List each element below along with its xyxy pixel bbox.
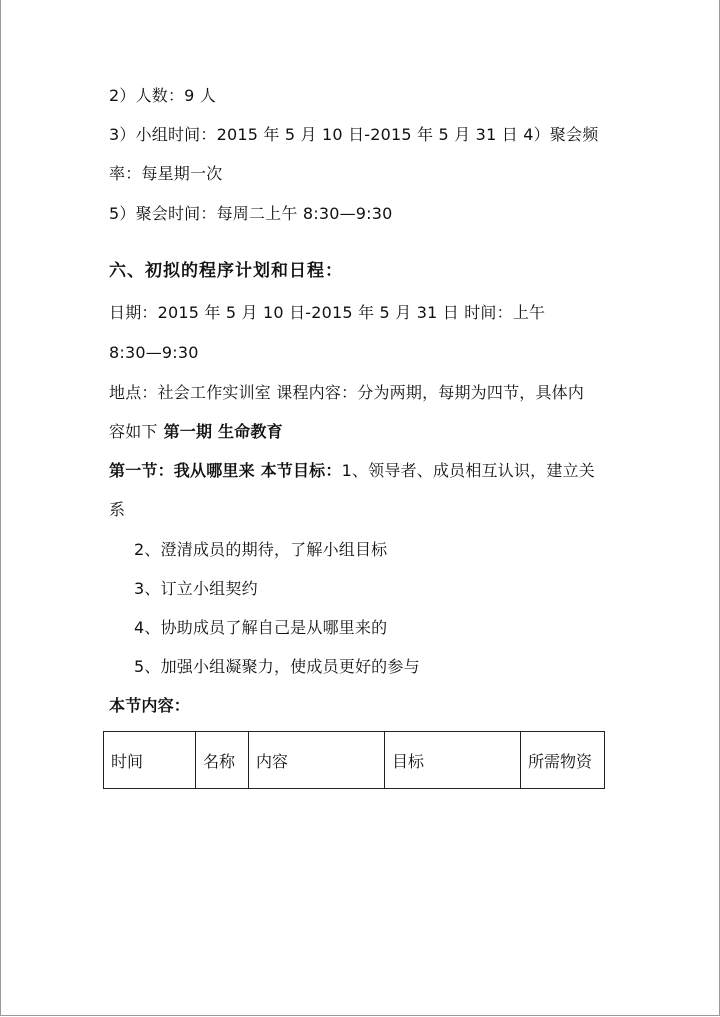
meeting-time-line: 5）聚会时间：每周二上午 8:30—9:30 (109, 204, 393, 223)
content-intro-text: 容如下 (109, 422, 158, 441)
group-size-line: 2）人数：9 人 (109, 86, 217, 105)
header-goal: 目标 (385, 732, 521, 789)
goal-1-continued: 系 (109, 500, 126, 519)
session-one-line (109, 460, 595, 482)
location-line: 地点：社会工作实训室 课程内容：分为两期，每期为四节，具体内 (109, 383, 585, 402)
date-line: 日期：2015 年 5 月 10 日-2015 年 5 月 31 日 时间：上午 (109, 303, 546, 322)
header-time: 时间 (104, 732, 196, 789)
session-one-title: 第一节：我从哪里来 本节目标： (109, 461, 342, 480)
goal-4: 4、协助成员了解自己是从哪里来的 (134, 618, 388, 637)
goal-2: 2、澄清成员的期待，了解小组目标 (134, 540, 388, 559)
group-time-line: 3）小组时间：2015 年 5 月 10 日-2015 年 5 月 31 日 4）聚会频 (109, 125, 599, 144)
goal-3: 3、订立小组契约 (134, 579, 258, 598)
header-materials: 所需物资 (521, 732, 605, 789)
session-content-label: 本节内容： (109, 696, 191, 715)
table-header-row (104, 732, 605, 789)
session-plan-table (103, 731, 605, 789)
header-name: 名称 (196, 732, 249, 789)
header-content: 内容 (249, 732, 385, 789)
meeting-frequency-line: 率：每星期一次 (109, 164, 223, 183)
goal-1: 1、领导者、成员相互认识，建立关 (341, 461, 595, 480)
time-line: 8:30—9:30 (109, 343, 199, 362)
phase-one-title: 第一期 生命教育 (163, 422, 283, 441)
content-intro-line (109, 421, 283, 443)
goal-5: 5、加强小组凝聚力，使成员更好的参与 (134, 657, 420, 676)
section-six-heading: 六、初拟的程序计划和日程： (109, 261, 343, 281)
